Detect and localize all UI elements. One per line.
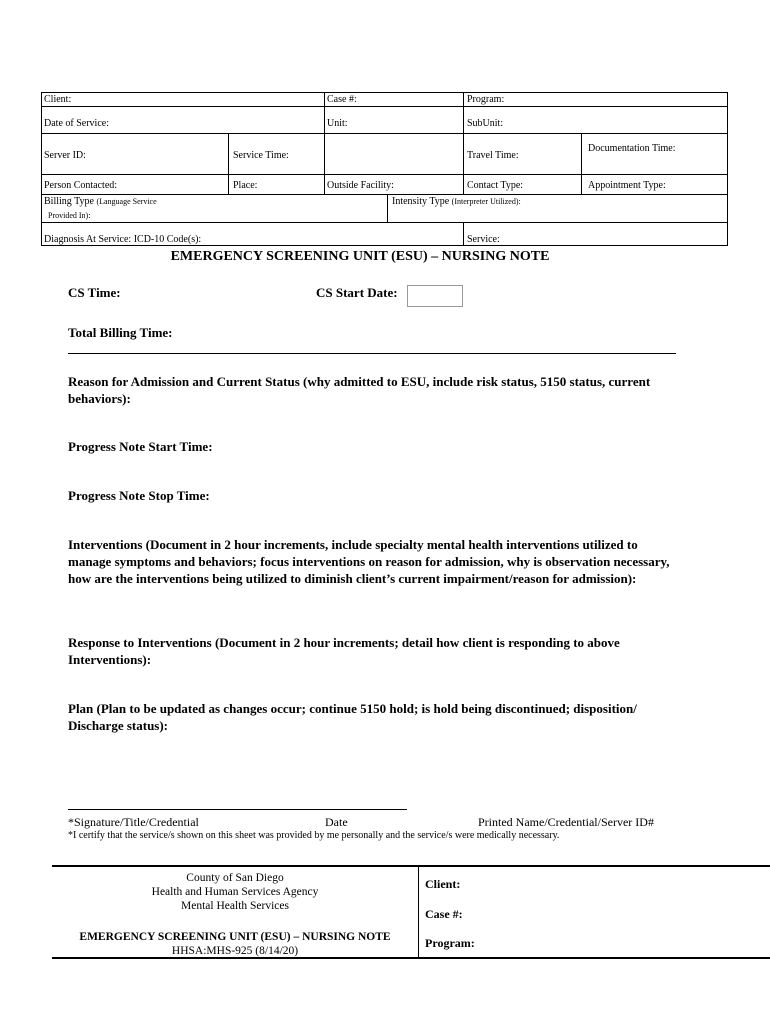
footer-form-id: HHSA:MHS-925 (8/14/20)	[171, 945, 299, 957]
cs-start-date-label: CS Start Date:	[316, 285, 398, 300]
date-of-service-label: Date of Service:	[44, 118, 109, 129]
form-footer	[52, 865, 770, 959]
plan-label: Plan (Plan to be updated as changes occur; continue 5150 hold; is hold being discontinued; disposition/ Discharge status):	[68, 701, 637, 733]
contact-type-label: Contact Type:	[467, 180, 524, 191]
intensity-type-label	[392, 196, 521, 207]
grid-line	[228, 133, 229, 194]
footer-client-label: Client:	[425, 877, 461, 891]
date-label: Date	[325, 815, 348, 829]
billing-type-note: (Language Service	[96, 197, 157, 206]
grid-line	[42, 106, 727, 107]
billing-type-label	[44, 196, 157, 207]
grid-line	[387, 194, 388, 222]
footer-form-title: EMERGENCY SCREENING UNIT (ESU) – NURSING NOTE	[79, 931, 391, 943]
grid-line	[463, 222, 464, 245]
billing-type-text: Billing Type	[44, 196, 94, 207]
program-field-label: Program:	[467, 94, 505, 105]
footer-program-label: Program:	[425, 936, 475, 950]
grid-line	[42, 133, 727, 134]
footer-top-rule	[52, 865, 770, 867]
service-time-label: Service Time:	[233, 150, 289, 161]
signature-label: *Signature/Title/Credential	[68, 815, 199, 829]
page-title: EMERGENCY SCREENING UNIT (ESU) – NURSING NOTE	[170, 249, 550, 264]
grid-line	[42, 174, 727, 175]
outside-facility-label: Outside Facility:	[327, 180, 394, 191]
case-field-label: Case #:	[327, 94, 357, 105]
reason-for-admission-label: Reason for Admission and Current Status (why admitted to ESU, include risk status, 5150 status, current behaviors):	[68, 374, 651, 406]
footer-divider	[418, 867, 419, 957]
grid-line	[42, 222, 727, 223]
progress-stop-label: Progress Note Stop Time:	[68, 488, 210, 503]
county-name: County of San Diego	[186, 872, 284, 884]
agency-name: Health and Human Services Agency	[151, 886, 319, 898]
header-grid	[41, 92, 728, 246]
travel-time-label: Travel Time:	[467, 150, 519, 161]
grid-line	[42, 194, 727, 195]
intensity-type-note: (Interpreter Utilized):	[451, 197, 521, 206]
client-field-label: Client:	[44, 94, 72, 105]
unit-label: Unit:	[327, 118, 348, 129]
grid-line	[463, 93, 464, 194]
cs-start-date-input[interactable]	[407, 285, 463, 307]
appointment-type-label: Appointment Type:	[588, 180, 666, 191]
footer-case-label: Case #:	[425, 907, 463, 921]
response-label: Response to Interventions (Document in 2 hour increments; detail how client is responding to above Interventions):	[68, 635, 620, 667]
intensity-type-text: Intensity Type	[392, 196, 450, 207]
certification-text: *I certify that the service/s shown on this sheet was provided by me personally and the service/s were medically necessary.	[68, 830, 560, 841]
service-label: Service:	[467, 234, 500, 245]
interventions-label: Interventions (Document in 2 hour increments, include specialty mental health interventions utilized to manage symptoms and behaviors; focus interventions on reason for admission, why is observation necessary, how are the interventions being utilized to diminish client’s current impairment/reason for admission):	[68, 537, 670, 586]
grid-line	[581, 133, 582, 194]
grid-line	[324, 93, 325, 194]
server-id-label: Server ID:	[44, 150, 86, 161]
progress-start-label: Progress Note Start Time:	[68, 439, 213, 454]
printed-name-label: Printed Name/Credential/Server ID#	[478, 815, 654, 829]
billing-time-underline	[68, 353, 676, 354]
billing-type-note-2: Provided In):	[48, 211, 91, 220]
person-contacted-label: Person Contacted:	[44, 180, 118, 191]
place-label: Place:	[233, 180, 258, 191]
signature-line	[68, 809, 407, 810]
footer-agency-block	[52, 871, 418, 913]
department-name: Mental Health Services	[181, 900, 289, 912]
total-billing-time-label: Total Billing Time:	[68, 325, 173, 340]
documentation-time-label: Documentation Time:	[588, 143, 676, 154]
diagnosis-label: Diagnosis At Service: ICD-10 Code(s):	[44, 234, 202, 245]
subunit-label: SubUnit:	[467, 118, 504, 129]
cs-time-label: CS Time:	[68, 285, 121, 300]
